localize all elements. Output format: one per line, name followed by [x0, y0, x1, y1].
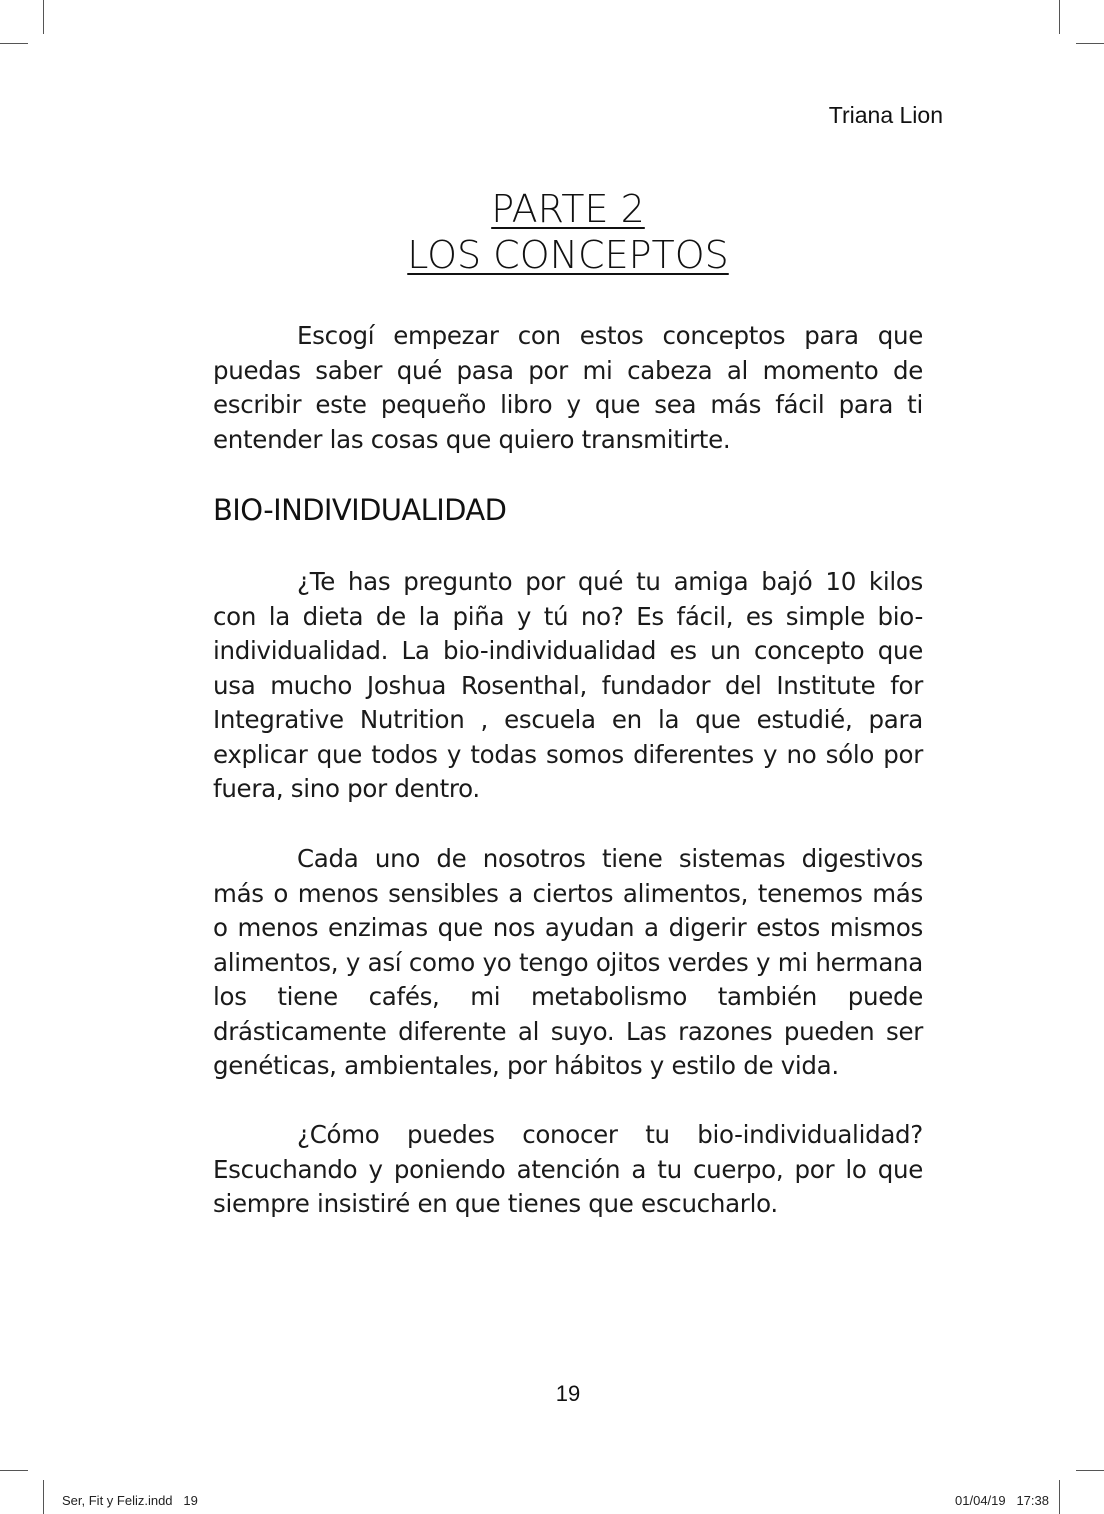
body-paragraph-3: ¿Cómo puedes conocer tu bio-individualidad? Escuchando y poniendo atención a tu cuerpo, por lo que siempre insistiré en que tienes que escucharlo.: [213, 1120, 923, 1218]
crop-mark-top-right-horizontal: [1076, 43, 1104, 44]
crop-mark-top-right-vertical: [1059, 0, 1060, 34]
print-slug-timestamp: 01/04/19 17:38: [955, 1493, 1049, 1508]
body-paragraph-1: ¿Te has pregunto por qué tu amiga bajó 10 kilos con la dieta de la piña y tú no? Es fácil, es simple bio-individualidad. La bio-individualidad es un concepto que usa mucho Joshua Rosenthal, fundador del Institute for Integrative Nutrition , escuela en la que estudié, para explicar que todos y todas somos diferentes y no sólo por fuera, sino por dentro.: [213, 567, 923, 803]
chapter-title-line: LOS CONCEPTOS: [407, 233, 729, 277]
crop-mark-bottom-left-vertical: [43, 1480, 44, 1514]
section-heading: BIO-INDIVIDUALIDAD: [213, 493, 507, 527]
crop-mark-bottom-left-horizontal: [0, 1470, 28, 1471]
crop-mark-top-left-vertical: [43, 0, 44, 34]
page-number: 19: [555, 1381, 581, 1406]
crop-mark-top-left-horizontal: [0, 43, 28, 44]
crop-mark-bottom-right-vertical: [1059, 1480, 1060, 1514]
chapter-title: [213, 186, 923, 278]
intro-paragraph: Escogí empezar con estos conceptos para que puedas saber qué pasa por mi cabeza al momento de escribir este pequeño libro y que sea más fácil para ti entender las cosas que quiero transmitirte.: [213, 321, 923, 454]
body-paragraph-2: Cada uno de nosotros tiene sistemas digestivos más o menos sensibles a ciertos alimentos, tenemos más o menos enzimas que nos ayudan a digerir estos mismos alimentos, y así como yo tengo ojitos verdes y mi hermana los tiene cafés, mi metabolismo también puede drásticamente diferente al suyo. Las razones pueden ser genéticas, ambientales, por hábitos y estilo de vida.: [213, 844, 923, 1080]
print-slug-filename: Ser, Fit y Feliz.indd 19: [62, 1493, 198, 1508]
crop-mark-bottom-right-horizontal: [1076, 1470, 1104, 1471]
running-head-author: Triana Lion: [828, 102, 943, 128]
chapter-part-line: PARTE 2: [491, 187, 645, 231]
